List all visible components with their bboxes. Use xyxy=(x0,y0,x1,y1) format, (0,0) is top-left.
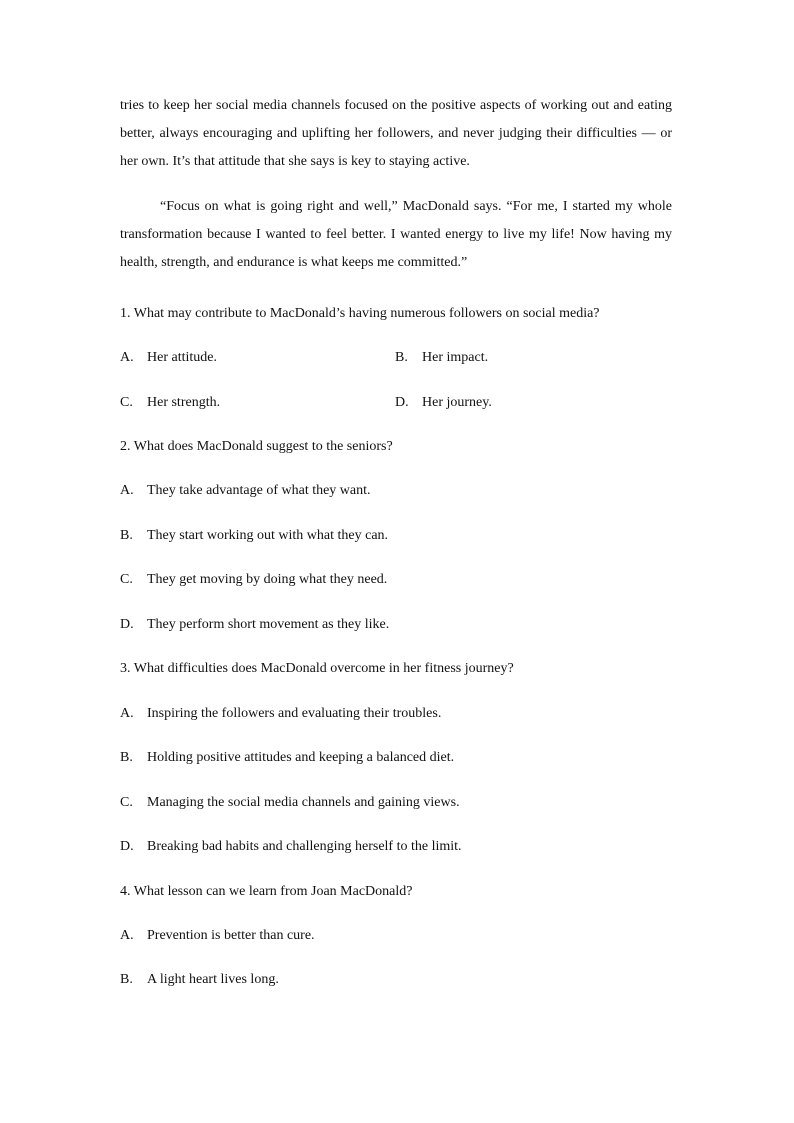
option-label: B. xyxy=(120,972,133,987)
option-text: Inspiring the followers and evaluating their troubles. xyxy=(147,706,442,721)
question-2-option-a xyxy=(120,481,371,501)
question-1-option-c xyxy=(120,393,220,413)
question-3-stem: 3. What difficulties does MacDonald overcome in her fitness journey? xyxy=(120,661,514,676)
option-label: D. xyxy=(120,617,134,632)
option-text: Her impact. xyxy=(422,350,489,365)
option-label: C. xyxy=(120,572,133,587)
option-text: Her strength. xyxy=(147,395,221,410)
question-1-option-b xyxy=(395,348,488,368)
question-3-option-a xyxy=(120,704,441,724)
option-text: They take advantage of what they want. xyxy=(147,483,371,498)
option-label: D. xyxy=(395,395,409,410)
passage-paragraph-1: tries to keep her social media channels focused on the positive aspects of working out and eating better, always encouraging and uplifting her followers, and never judging their difficulties — or her own. It’s that attitude that she says is key to staying active. xyxy=(120,98,672,169)
question-3-option-d xyxy=(120,837,462,857)
question-4-stem: 4. What lesson can we learn from Joan MacDonald? xyxy=(120,884,413,899)
option-text: They start working out with what they can. xyxy=(147,528,389,543)
question-4-option-a xyxy=(120,926,315,946)
option-text: Her attitude. xyxy=(147,350,217,365)
question-2-stem: 2. What does MacDonald suggest to the seniors? xyxy=(120,439,393,454)
option-text: Holding positive attitudes and keeping a balanced diet. xyxy=(147,750,455,765)
option-text: A light heart lives long. xyxy=(147,972,279,987)
option-label: A. xyxy=(120,350,134,365)
question-2-option-d xyxy=(120,615,389,635)
option-text: Prevention is better than cure. xyxy=(147,928,315,943)
question-3-option-b xyxy=(120,748,454,768)
option-label: D. xyxy=(120,839,134,854)
option-label: A. xyxy=(120,483,134,498)
question-1-option-a xyxy=(120,348,217,368)
option-label: C. xyxy=(120,795,133,810)
option-label: B. xyxy=(120,750,133,765)
option-text: They get moving by doing what they need. xyxy=(147,572,388,587)
option-label: B. xyxy=(395,350,408,365)
question-4-option-b xyxy=(120,970,279,990)
question-1-stem: 1. What may contribute to MacDonald’s having numerous followers on social media? xyxy=(120,306,600,321)
option-text: They perform short movement as they like. xyxy=(147,617,390,632)
option-label: B. xyxy=(120,528,133,543)
option-text: Managing the social media channels and gaining views. xyxy=(147,795,460,810)
question-1-option-d xyxy=(395,393,492,413)
question-3-option-c xyxy=(120,793,460,813)
passage-paragraph-2: “Focus on what is going right and well,” MacDonald says. “For me, I started my whole transformation because I wanted to feel better. I wanted energy to live my life! Now having my health, strength, and endurance is what keeps me committed.” xyxy=(120,199,672,270)
option-text: Her journey. xyxy=(422,395,492,410)
option-text: Breaking bad habits and challenging herself to the limit. xyxy=(147,839,462,854)
question-2-option-b xyxy=(120,526,388,546)
option-label: A. xyxy=(120,706,134,721)
question-2-option-c xyxy=(120,570,387,590)
option-label: C. xyxy=(120,395,133,410)
option-label: A. xyxy=(120,928,134,943)
